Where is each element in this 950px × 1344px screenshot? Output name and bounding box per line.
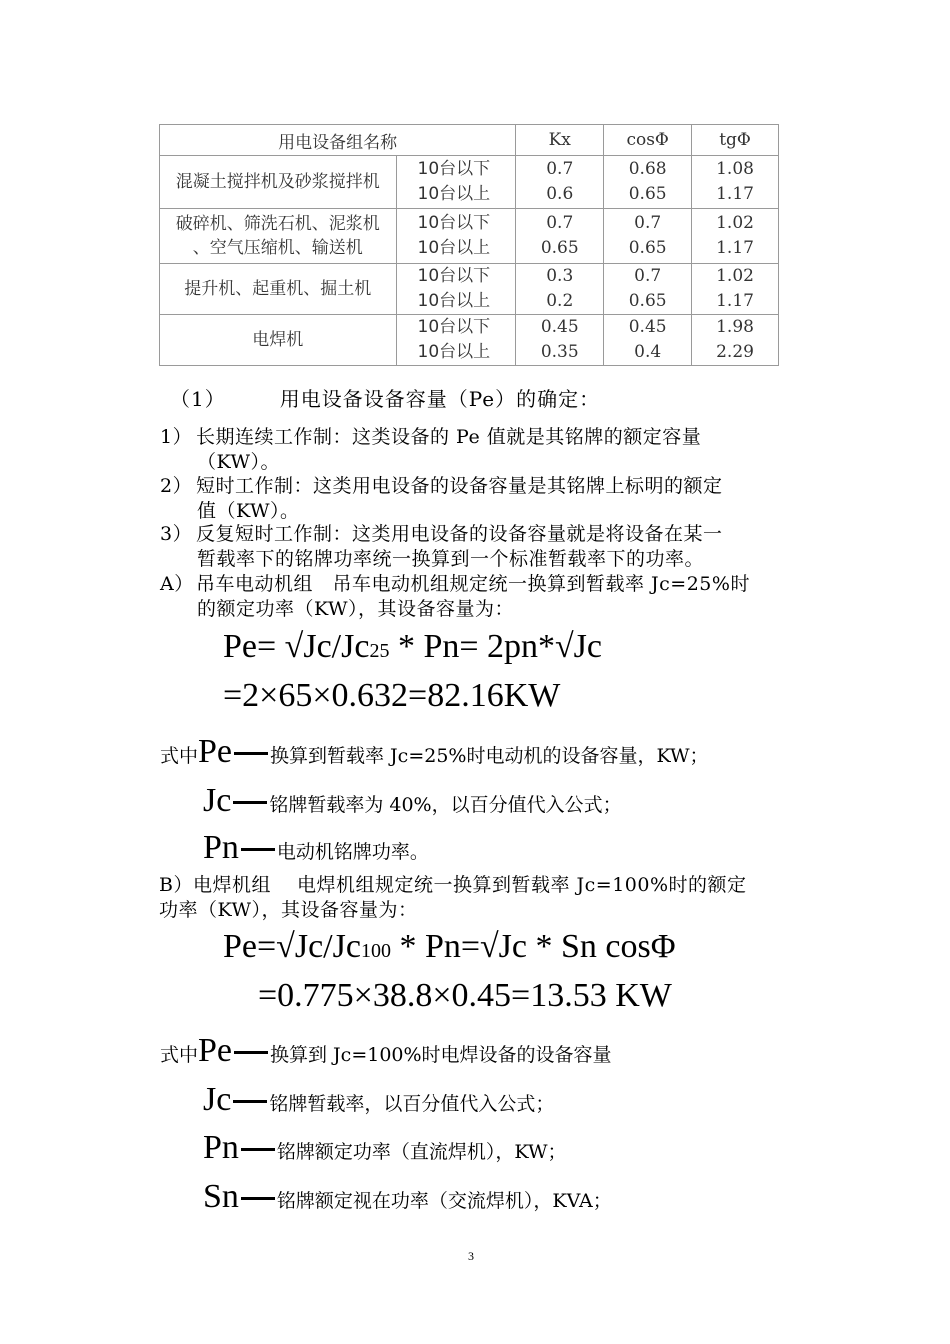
table-header-row bbox=[160, 125, 779, 156]
tg-value: 1.02 bbox=[716, 266, 754, 286]
item-text: 长期连续工作制：这类设备的 Pe 值就是其铭牌的额定容量 bbox=[196, 426, 702, 448]
group-name-cell bbox=[160, 264, 397, 315]
tg-value: 1.02 bbox=[716, 213, 754, 233]
cos-value: 0.65 bbox=[628, 291, 667, 311]
item-text-cont: 的额定功率（KW），其设备容量为： bbox=[197, 598, 515, 620]
group-name-line: 电焊机 bbox=[252, 330, 304, 350]
note-desc: 换算到 Jc=100%时电焊设备的设备容量 bbox=[270, 1044, 612, 1066]
table-row bbox=[160, 209, 779, 264]
kx-value: 0.35 bbox=[540, 342, 579, 362]
dash-icon bbox=[241, 1197, 275, 1200]
note-b-jc bbox=[203, 1081, 554, 1119]
note-b-pn bbox=[203, 1129, 566, 1167]
formula-b-line2: =0.775×38.8×0.45=13.53 KW bbox=[258, 977, 672, 1014]
formula-subscript: 100 bbox=[360, 940, 391, 962]
item-text: 短时工作制：这类用电设备的设备容量是其铭牌上标明的额定 bbox=[196, 475, 723, 497]
header-group-name: 用电设备组名称 bbox=[160, 125, 516, 156]
group-name-line: 提升机、起重机、掘土机 bbox=[184, 279, 372, 299]
group-name-line: 破碎机、筛洗石机、泥浆机 bbox=[175, 214, 380, 234]
note-a-jc bbox=[203, 782, 622, 820]
symbol-jc: Jc bbox=[203, 1081, 232, 1118]
cos-value: 0.7 bbox=[634, 213, 662, 233]
list-item bbox=[160, 474, 820, 524]
note-prefix: 式中 bbox=[160, 745, 199, 767]
note-b-pe bbox=[160, 1032, 612, 1070]
count-cell bbox=[396, 264, 516, 315]
note-b-sn bbox=[203, 1178, 612, 1216]
tg-cell bbox=[692, 156, 779, 209]
symbol-pn: Pn bbox=[203, 829, 239, 866]
symbol-jc: Jc bbox=[203, 782, 232, 819]
formula-b-line1 bbox=[223, 928, 676, 966]
table-row bbox=[160, 156, 779, 209]
note-prefix: 式中 bbox=[160, 1044, 199, 1066]
cos-value: 0.68 bbox=[628, 159, 667, 179]
group-name-cell bbox=[160, 315, 397, 366]
count-below: 10台以下 bbox=[417, 159, 491, 179]
item-label: 1） bbox=[160, 426, 193, 448]
kx-value: 0.6 bbox=[546, 184, 574, 204]
kx-value: 0.3 bbox=[546, 266, 574, 286]
list-item bbox=[160, 425, 820, 475]
group-name-cell bbox=[160, 156, 397, 209]
item-text: 反复短时工作制：这类用电设备的设备容量就是将设备在某一 bbox=[196, 523, 723, 545]
formula-part: Pe=√Jc/Jc bbox=[223, 928, 361, 965]
note-desc: 电动机铭牌功率。 bbox=[276, 841, 429, 863]
symbol-pe: Pe bbox=[198, 733, 233, 770]
group-name-line: 混凝土搅拌机及砂浆搅拌机 bbox=[175, 172, 380, 192]
kx-cell bbox=[516, 315, 604, 366]
dash-icon bbox=[241, 1148, 275, 1151]
dash-icon bbox=[233, 1100, 267, 1103]
count-above: 10台以上 bbox=[417, 291, 491, 311]
tg-value: 1.98 bbox=[716, 317, 754, 337]
dash-icon bbox=[241, 848, 275, 851]
item-label: A） bbox=[160, 573, 194, 595]
tg-cell bbox=[692, 209, 779, 264]
symbol-pe: Pe bbox=[198, 1032, 233, 1069]
symbol-sn: Sn bbox=[203, 1178, 239, 1215]
cos-value: 0.65 bbox=[628, 184, 667, 204]
section-number: （1） bbox=[170, 387, 226, 411]
count-cell bbox=[396, 156, 516, 209]
item-label: 2） bbox=[160, 475, 193, 497]
note-a-pe bbox=[160, 733, 709, 771]
formula-a-line1 bbox=[223, 628, 602, 666]
group-name-line: 、空气压缩机、输送机 bbox=[192, 238, 363, 258]
section-heading bbox=[170, 383, 600, 412]
cos-cell bbox=[604, 264, 692, 315]
kx-value: 0.7 bbox=[546, 159, 574, 179]
kx-cell bbox=[516, 156, 604, 209]
group-name-cell bbox=[160, 209, 397, 264]
item-label: 3） bbox=[160, 523, 193, 545]
list-item bbox=[160, 572, 820, 622]
count-above: 10台以上 bbox=[417, 238, 491, 258]
section-title: 用电设备设备容量（Pe）的确定： bbox=[279, 387, 601, 411]
formula-part: * Pn=√Jc * Sn cosΦ bbox=[390, 928, 676, 965]
header-tg: tgΦ bbox=[692, 125, 779, 156]
cos-cell bbox=[604, 156, 692, 209]
formula-a-line2: =2×65×0.632=82.16KW bbox=[223, 677, 561, 714]
tg-value: 2.29 bbox=[716, 342, 754, 362]
note-desc: 铭牌额定视在功率（交流焊机），KVA； bbox=[276, 1190, 612, 1212]
kx-value: 0.65 bbox=[540, 238, 579, 258]
kx-cell bbox=[516, 209, 604, 264]
cos-value: 0.4 bbox=[634, 342, 662, 362]
formula-part: * Pn= 2pn*√Jc bbox=[389, 628, 603, 665]
item-text-cont: 值（KW）。 bbox=[197, 500, 300, 522]
cos-value: 0.45 bbox=[628, 317, 667, 337]
kx-cell bbox=[516, 264, 604, 315]
formula-part: Pe= √Jc/Jc bbox=[223, 628, 370, 665]
cos-value: 0.7 bbox=[634, 266, 662, 286]
tg-cell bbox=[692, 315, 779, 366]
count-below: 10台以下 bbox=[417, 266, 491, 286]
list-item bbox=[160, 522, 820, 572]
kx-value: 0.7 bbox=[546, 213, 574, 233]
count-below: 10台以下 bbox=[417, 213, 491, 233]
dash-icon bbox=[234, 1051, 268, 1054]
cos-cell bbox=[604, 209, 692, 264]
tg-value: 1.08 bbox=[716, 159, 754, 179]
count-above: 10台以上 bbox=[417, 184, 491, 204]
coefficient-table bbox=[159, 124, 779, 366]
item-text: B）电焊机组 电焊机组规定统一换算到暂载率 Jc=100%时的额定 bbox=[159, 874, 747, 896]
item-text-cont: 暂载率下的铭牌功率统一换算到一个标准暂载率下的功率。 bbox=[197, 548, 705, 570]
list-item-b bbox=[159, 873, 819, 923]
dash-icon bbox=[234, 752, 268, 755]
count-below: 10台以下 bbox=[417, 317, 491, 337]
count-cell bbox=[396, 209, 516, 264]
table-row bbox=[160, 264, 779, 315]
count-cell bbox=[396, 315, 516, 366]
cos-value: 0.65 bbox=[628, 238, 667, 258]
table-row bbox=[160, 315, 779, 366]
kx-value: 0.2 bbox=[546, 291, 574, 311]
item-text-cont: （KW）。 bbox=[197, 451, 281, 473]
dash-icon bbox=[233, 801, 267, 804]
note-desc: 铭牌暂载率为 40%，以百分值代入公式； bbox=[269, 794, 622, 816]
note-desc: 换算到暂载率 Jc=25%时电动机的设备容量，KW； bbox=[270, 745, 709, 767]
cos-cell bbox=[604, 315, 692, 366]
header-kx: Kx bbox=[516, 125, 604, 156]
item-text: 吊车电动机组 吊车电动机组规定统一换算到暂载率 Jc=25%时 bbox=[196, 573, 750, 595]
note-a-pn bbox=[203, 829, 429, 867]
item-text-cont: 功率（KW），其设备容量为： bbox=[159, 899, 418, 921]
note-desc: 铭牌暂载率，以百分值代入公式； bbox=[269, 1093, 555, 1115]
note-desc: 铭牌额定功率（直流焊机），KW； bbox=[276, 1141, 567, 1163]
page-number: 3 bbox=[468, 1249, 474, 1263]
symbol-pn: Pn bbox=[203, 1129, 239, 1166]
count-above: 10台以上 bbox=[417, 342, 491, 362]
header-cos: cosΦ bbox=[604, 125, 692, 156]
tg-value: 1.17 bbox=[716, 291, 754, 311]
tg-value: 1.17 bbox=[716, 184, 754, 204]
kx-value: 0.45 bbox=[540, 317, 579, 337]
formula-subscript: 25 bbox=[369, 640, 390, 662]
tg-value: 1.17 bbox=[716, 238, 754, 258]
tg-cell bbox=[692, 264, 779, 315]
